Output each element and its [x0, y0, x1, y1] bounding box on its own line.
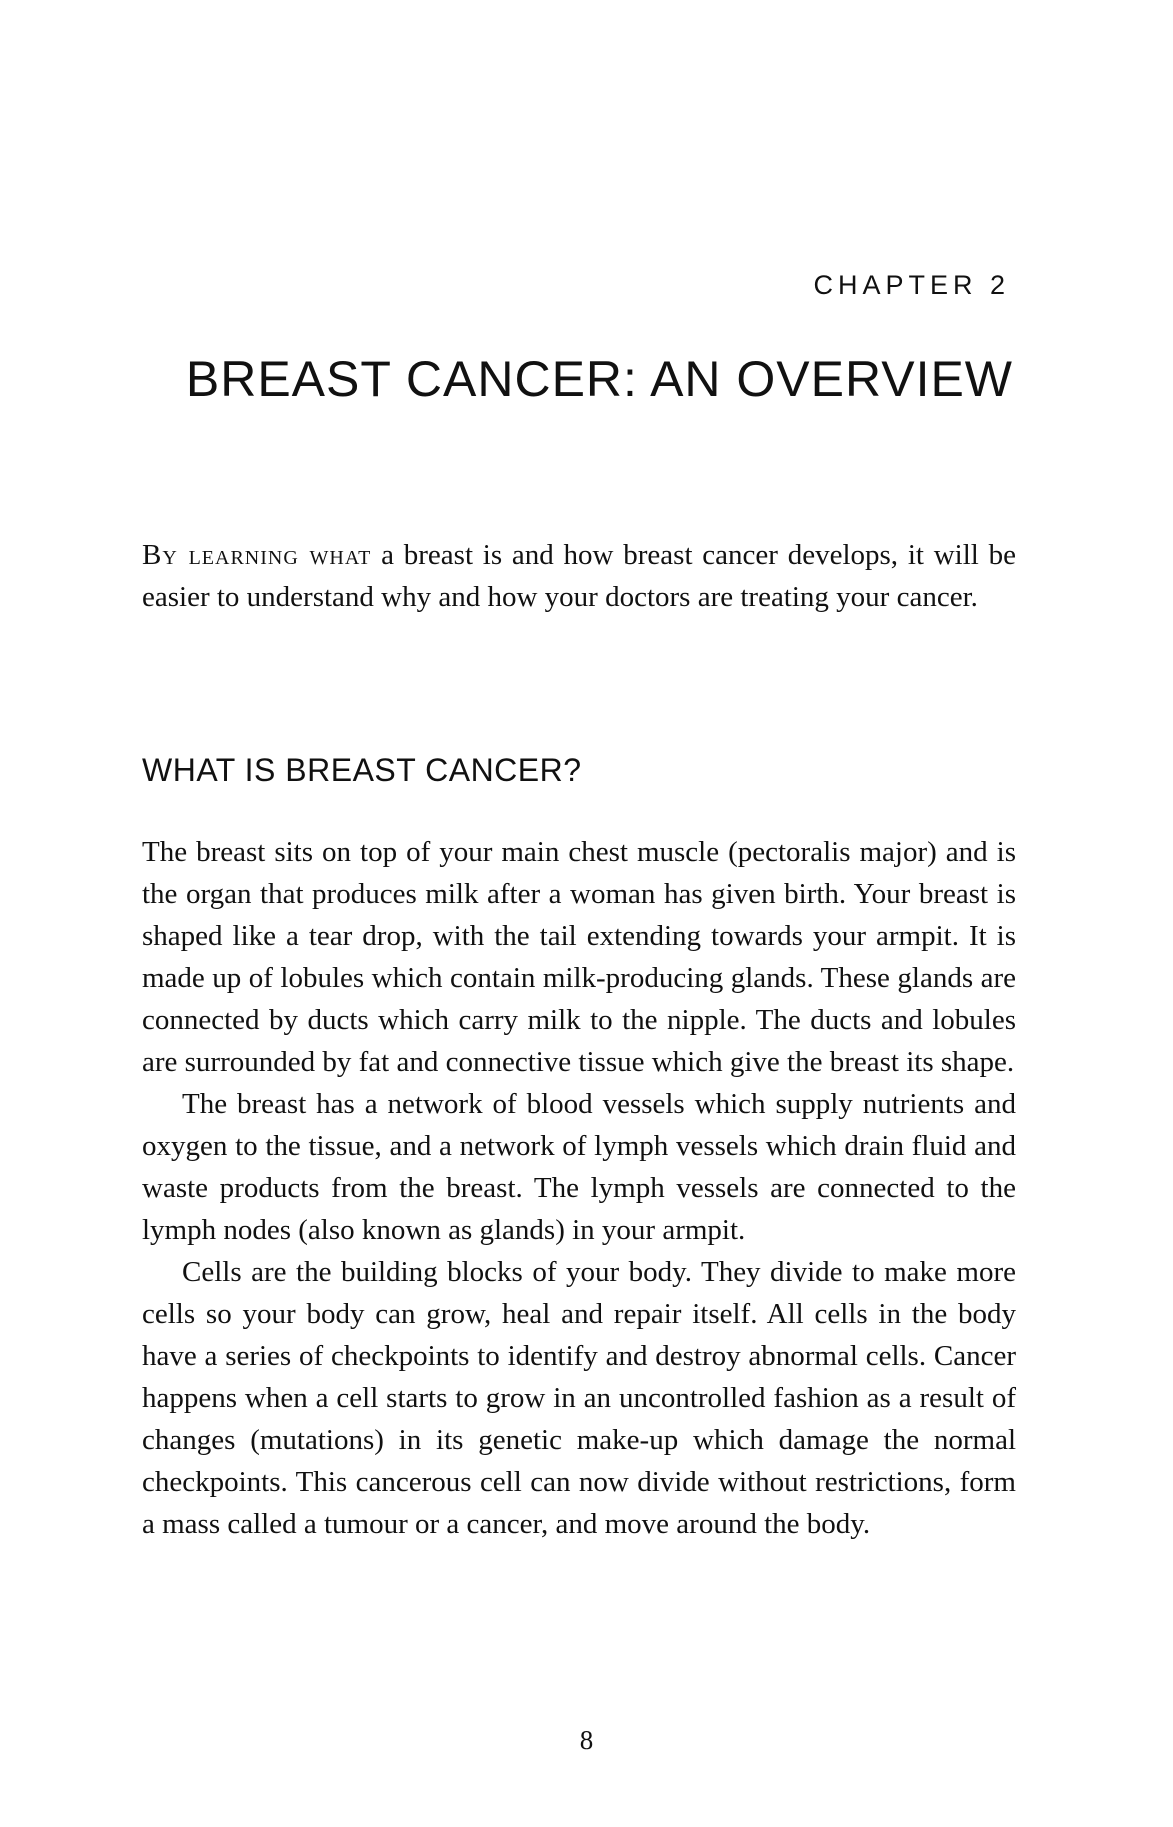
section-heading: WHAT IS BREAST CANCER?: [142, 752, 582, 788]
body-paragraph-2: The breast has a network of blood vessels which supply nutrients and oxygen to the tissue, and a network of lymph vessels which drain fluid and waste products from the breast. The lymph vessels are connected to the lymph nodes (also known as glands) in your armpit.: [142, 1088, 1016, 1246]
body-paragraph-3: Cells are the building blocks of your body. They divide to make more cells so your body can grow, heal and repair itself. All cells in the body have a series of checkpoints to identify and destroy abnormal cells. Cancer happens when a cell starts to grow in an uncontrolled fashion as a result of changes (mutations) in its genetic make-up which damage the normal checkpoints. This cancerous cell can now divide without restrictions, form a mass called a tumour or a cancer, and move around the body.: [142, 1256, 1016, 1540]
intro-paragraph: [142, 534, 1016, 618]
chapter-label: CHAPTER 2: [813, 270, 1010, 300]
chapter-title: BREAST CANCER: AN OVERVIEW: [185, 351, 1013, 407]
page-number: 8: [579, 1725, 594, 1755]
section-body: [142, 831, 1016, 1545]
body-paragraph-1: The breast sits on top of your main chest muscle (pectoralis major) and is the organ that produces milk after a woman has given birth. Your breast is shaped like a tear drop, with the tail extending towards your armpit. It is made up of lobules which contain milk-producing glands. These glands are connected by ducts which carry milk to the nipple. The ducts and lobules are surrounded by fat and connective tissue which give the breast its shape.: [142, 836, 1016, 1078]
intro-text: a breast is and how breast cancer develops, it will be easier to understand why and how your doctors are treating your cancer.: [142, 539, 1016, 613]
intro-lead-in: By learning what: [142, 539, 372, 571]
